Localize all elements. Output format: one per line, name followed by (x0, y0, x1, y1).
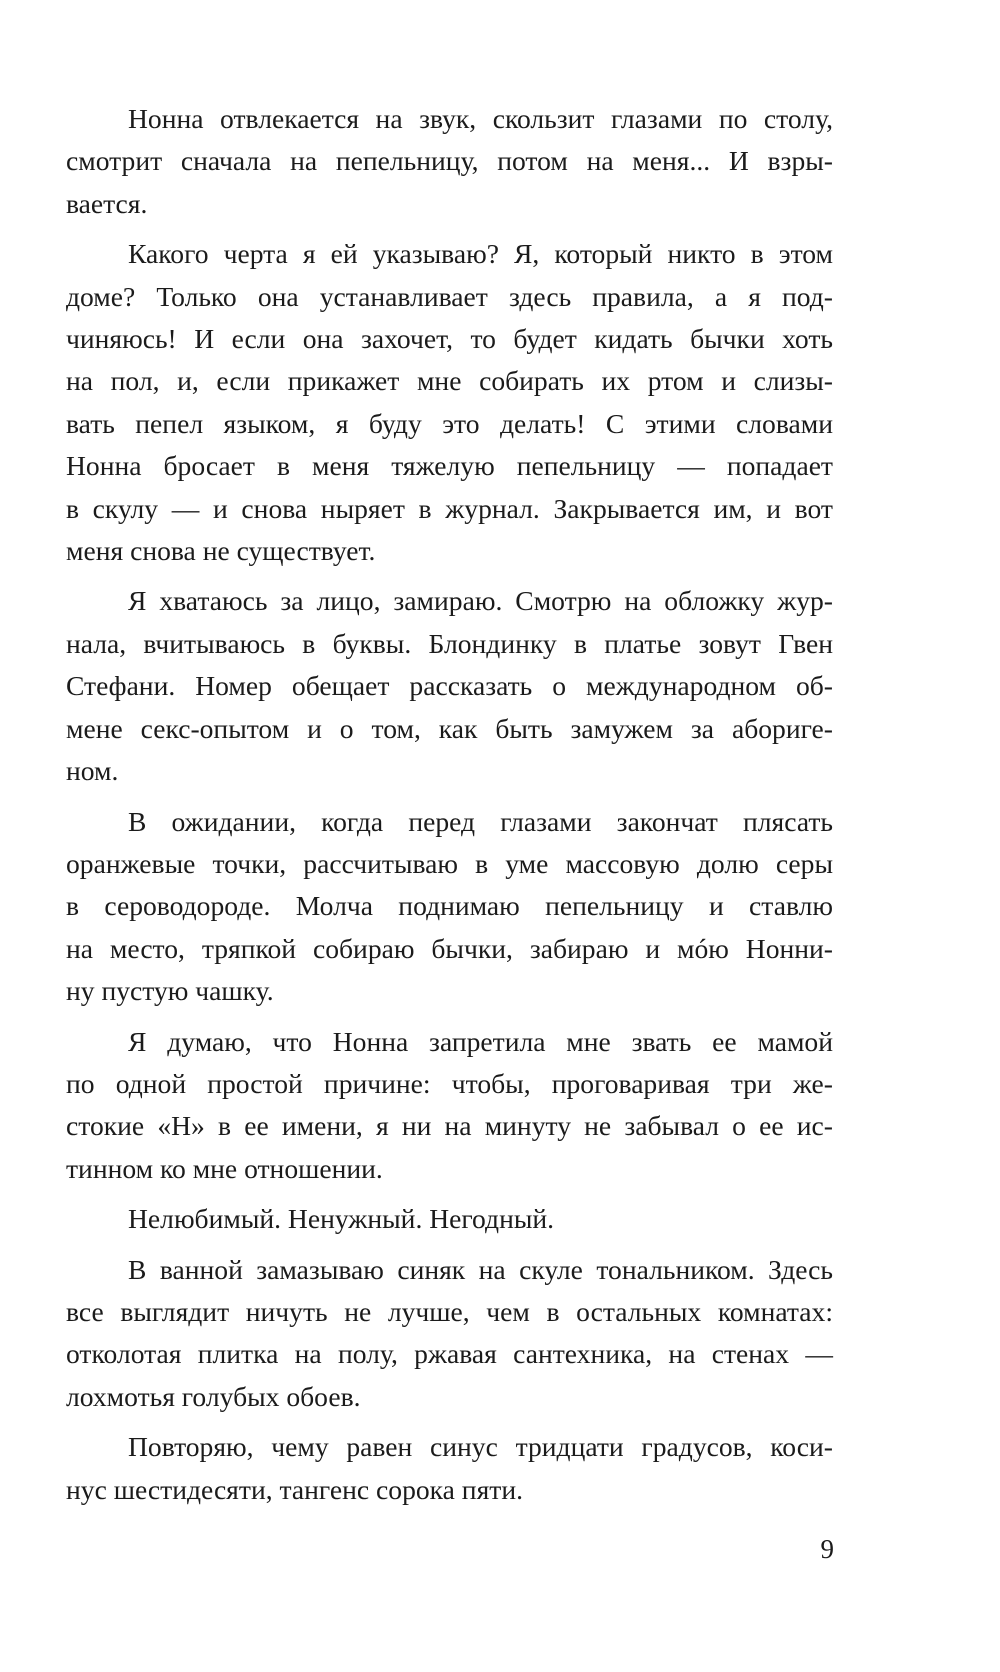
text-line: на пол, и, если прикажет мне собирать их ртом и слизы- (66, 365, 833, 397)
text-line: ну пустую чашку. (66, 975, 274, 1007)
text-line: Нелюбимый. Ненужный. Негодный. (128, 1203, 555, 1235)
text-line: Нонна бросает в меня тяжелую пепельницу — попадает (66, 450, 833, 482)
text-line: нала, вчитываюсь в буквы. Блондинку в платье зовут Гвен (66, 627, 833, 659)
text-line: лохмотья голубых обоев. (66, 1380, 361, 1412)
paragraph (66, 1426, 833, 1511)
paragraph (66, 98, 833, 225)
paragraph (66, 801, 833, 1013)
page-number: 9 (820, 1534, 834, 1564)
text-line: оранжевые точки, рассчитываю в уме массовую долю серы (66, 847, 833, 879)
text-line: Нонна отвлекается на звук, скользит глазами по столу, (128, 103, 833, 134)
text-line: В ванной замазываю синяк на скуле тональником. Здесь (128, 1253, 833, 1285)
text-line: тинном ко мне отношении. (66, 1152, 383, 1184)
text-line: в скулу — и снова ныряет в журнал. Закрывается им, и вот (66, 492, 833, 524)
text-line: нус шестидесяти, тангенс сорока пяти. (66, 1473, 523, 1505)
text-line: вать пепел языком, я буду это делать! С этими словами (66, 407, 833, 439)
text-line: в сероводороде. Молча поднимаю пепельницу и ставлю (66, 890, 833, 922)
text-line: чиняюсь! И если она захочет, то будет кидать бычки хоть (66, 323, 833, 355)
text-line: доме? Только она устанавливает здесь правила, а я под- (66, 280, 833, 312)
text-line: вается. (66, 187, 148, 219)
text-line: Какого черта я ей указываю? Я, который никто в этом (128, 238, 833, 270)
text-line: смотрит сначала на пепельницу, потом на меня... И взры- (66, 145, 833, 177)
paragraph (66, 580, 833, 792)
text-line: стокие «Н» в ее имени, я ни на минуту не забывал о ее ис- (66, 1110, 833, 1142)
text-line: по одной простой причине: чтобы, проговаривая три же- (66, 1067, 833, 1099)
text-line: отколотая плитка на полу, ржавая сантехника, на стенах — (66, 1338, 833, 1370)
text-line: на место, тряпкой собираю бычки, забираю и мóю Нонни- (66, 932, 833, 964)
paragraph (66, 1198, 833, 1240)
text-line: меня снова не существует. (66, 535, 376, 567)
paragraph (66, 1021, 833, 1191)
text-line: Я думаю, что Нонна запретила мне звать ее мамой (128, 1025, 833, 1057)
text-line: ном. (66, 755, 119, 787)
text-line: Я хватаюсь за лицо, замираю. Смотрю на обложку жур- (128, 585, 833, 617)
text-line: Повторяю, чему равен синус тридцати градусов, коси- (128, 1431, 833, 1463)
text-line: Стефани. Номер обещает рассказать о международном об- (66, 670, 833, 702)
text-line: мене секс-опытом и о том, как быть замужем за абориге- (66, 712, 833, 744)
text-line: В ожидании, когда перед глазами закончат плясать (128, 805, 833, 837)
text-line: все выглядит ничуть не лучше, чем в остальных комнатах: (66, 1295, 833, 1327)
paragraph (66, 1249, 833, 1419)
paragraph (66, 233, 833, 572)
body-text (66, 98, 833, 1519)
